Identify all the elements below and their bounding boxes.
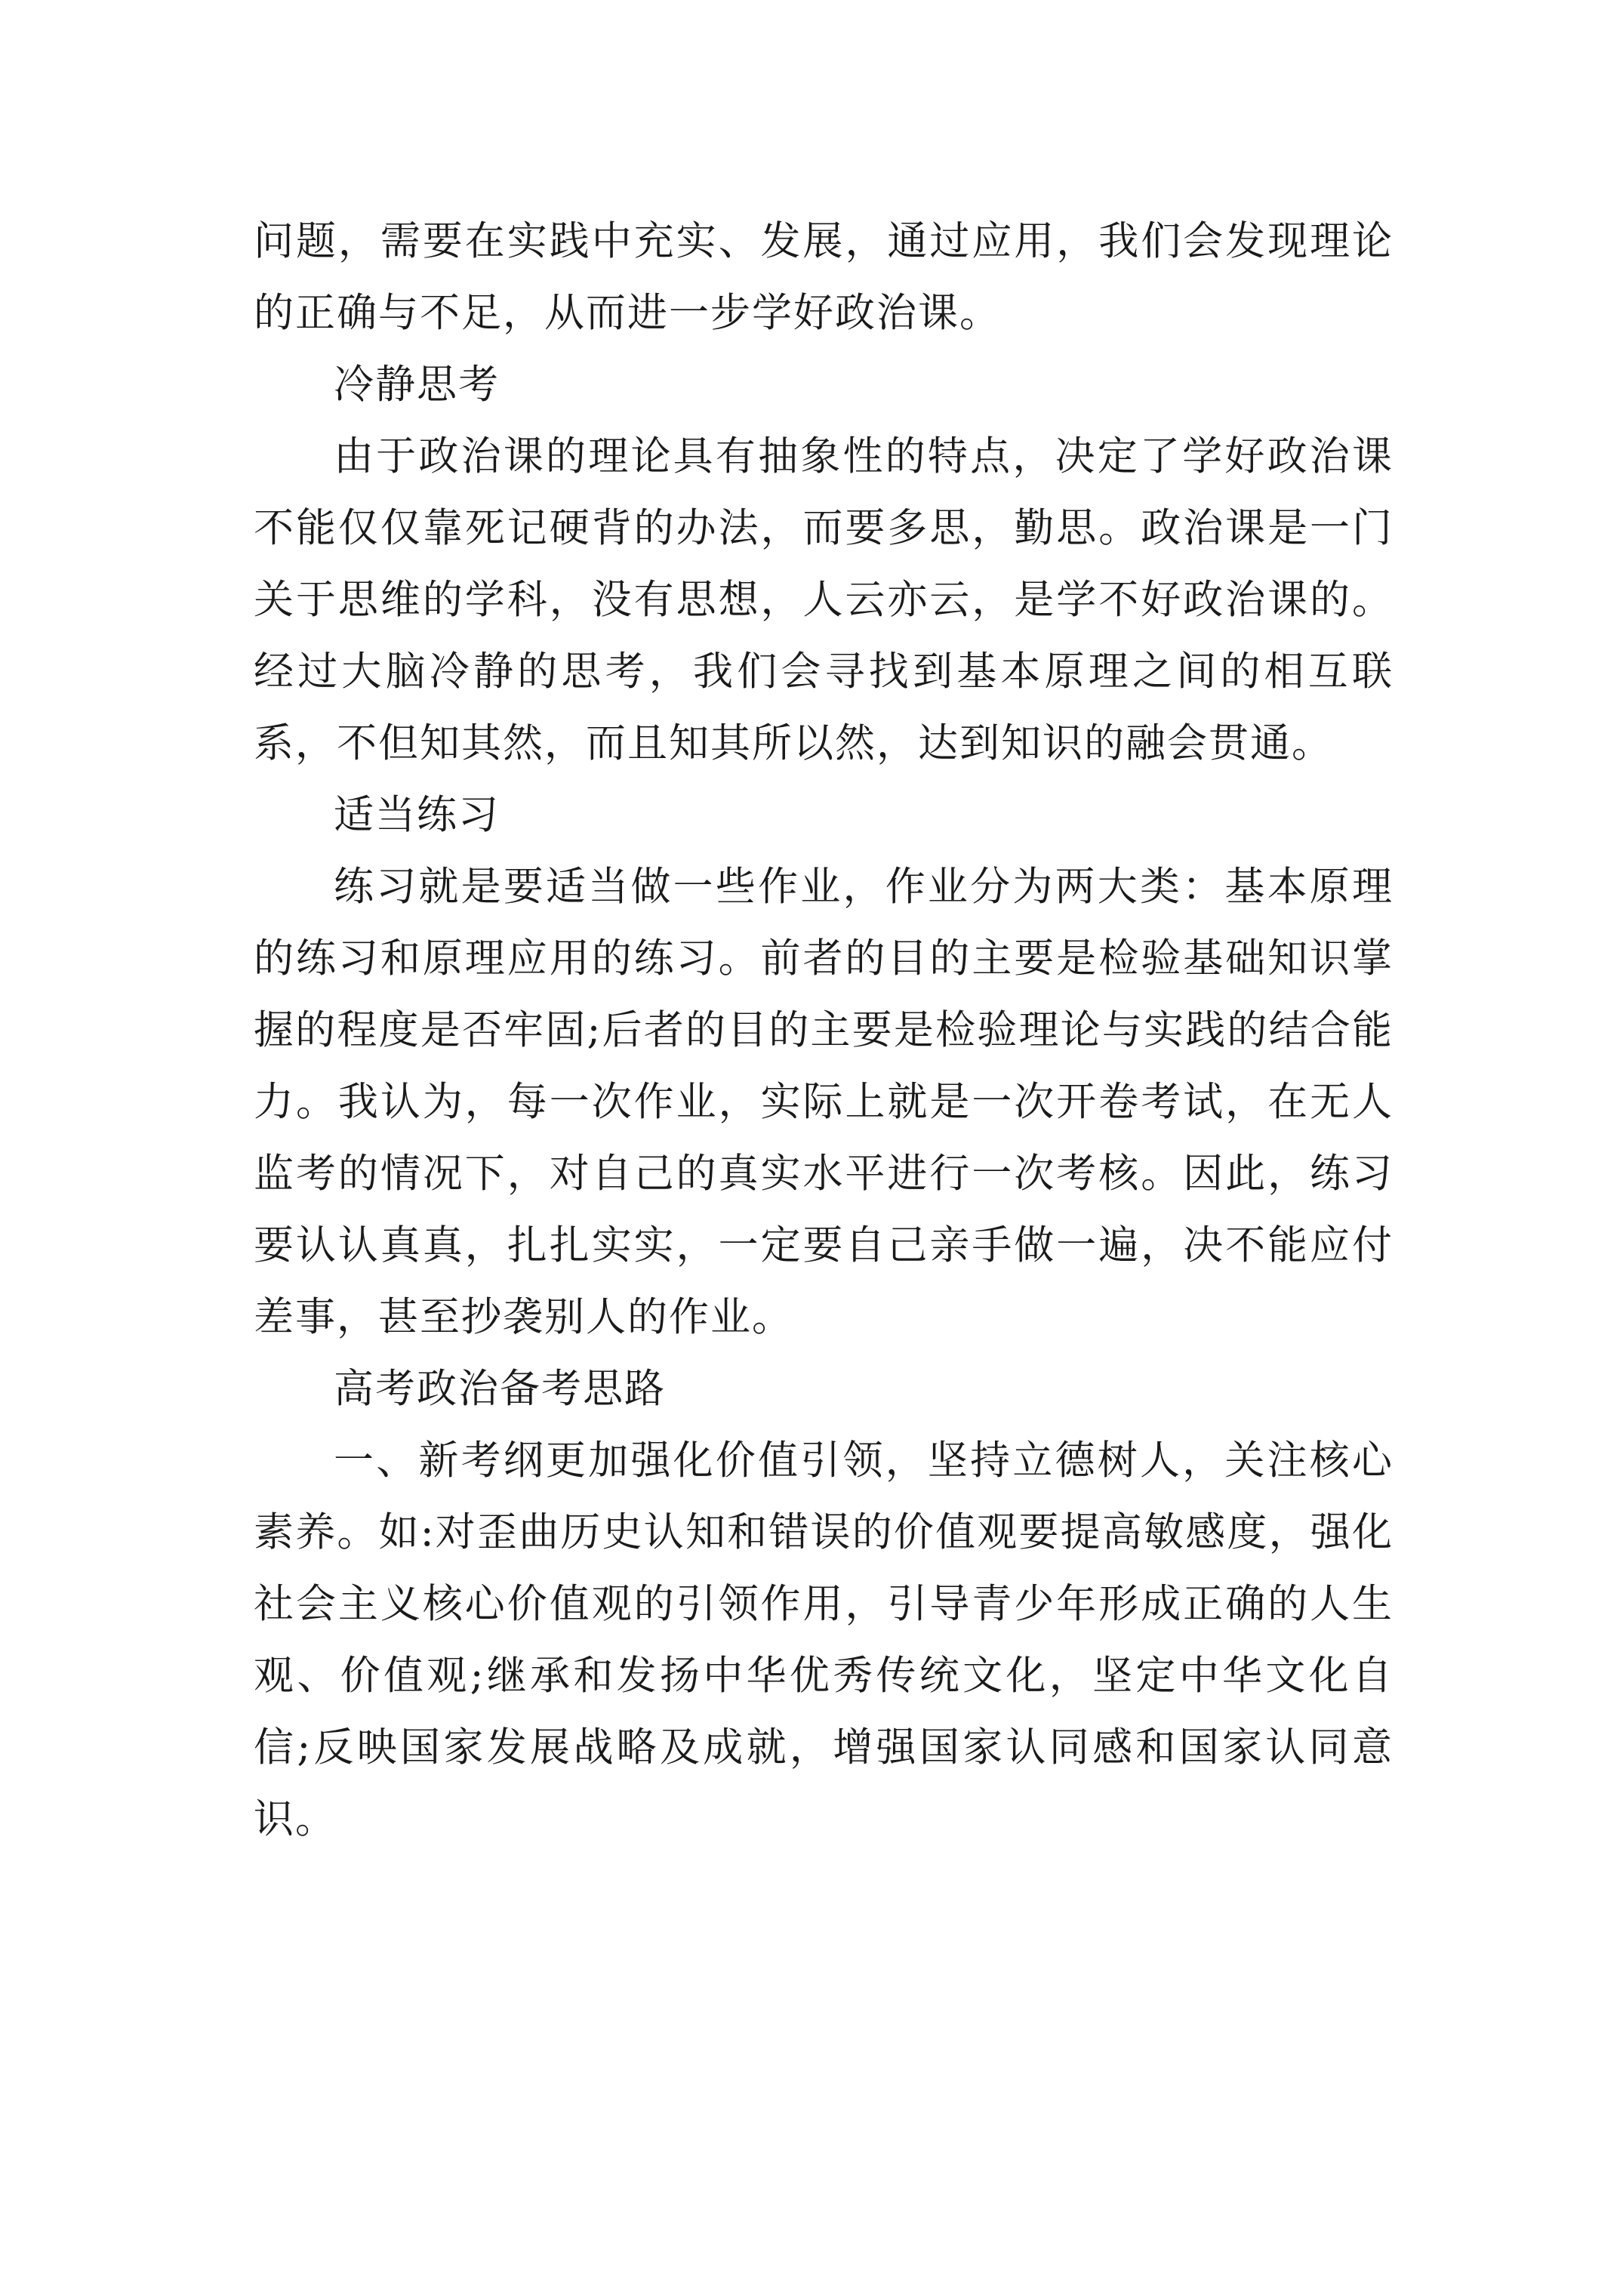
paragraph-continuation: 问题，需要在实践中充实、发展，通过应用，我们会发现理论的正确与不足，从而进一步学好政治课。 — [254, 218, 1394, 336]
document-body — [254, 205, 1394, 1855]
paragraph-practice: 练习就是要适当做一些作业，作业分为两大类：基本原理的练习和原理应用的练习。前者的目的主要是检验基础知识掌握的程度是否牢固;后者的目的主要是检验理论与实践的结合能力。我认为，每一次作业，实际上就是一次开卷考试，在无人监考的情况下，对自己的真实水平进行一次考核。因此，练习要认认真真，扎扎实实，一定要自己亲手做一遍，决不能应付差事，甚至抄袭别人的作业。 — [254, 864, 1394, 1340]
section-heading-calm-thinking: 冷静思考 — [334, 362, 500, 408]
paragraph-calm-thinking: 由于政治课的理论具有抽象性的特点，决定了学好政治课不能仅仅靠死记硬背的办法，而要多思，勤思。政治课是一门关于思维的学科，没有思想，人云亦云，是学不好政治课的。经过大脑冷静的思考，我们会寻找到基本原理之间的相互联系，不但知其然，而且知其所以然，达到知识的融会贯通。 — [254, 433, 1394, 766]
section-heading-exam-prep: 高考政治备考思路 — [334, 1366, 666, 1412]
section-heading-practice: 适当练习 — [334, 792, 500, 838]
paragraph-exam-prep: 一、新考纲更加强化价值引领，坚持立德树人，关注核心素养。如:对歪曲历史认知和错误的价值观要提高敏感度，强化社会主义核心价值观的引领作用，引导青少年形成正确的人生观、价值观;继承和发扬中华优秀传统文化，坚定中华文化自信;反映国家发展战略及成就，增强国家认同感和国家认同意识。 — [254, 1438, 1394, 1842]
